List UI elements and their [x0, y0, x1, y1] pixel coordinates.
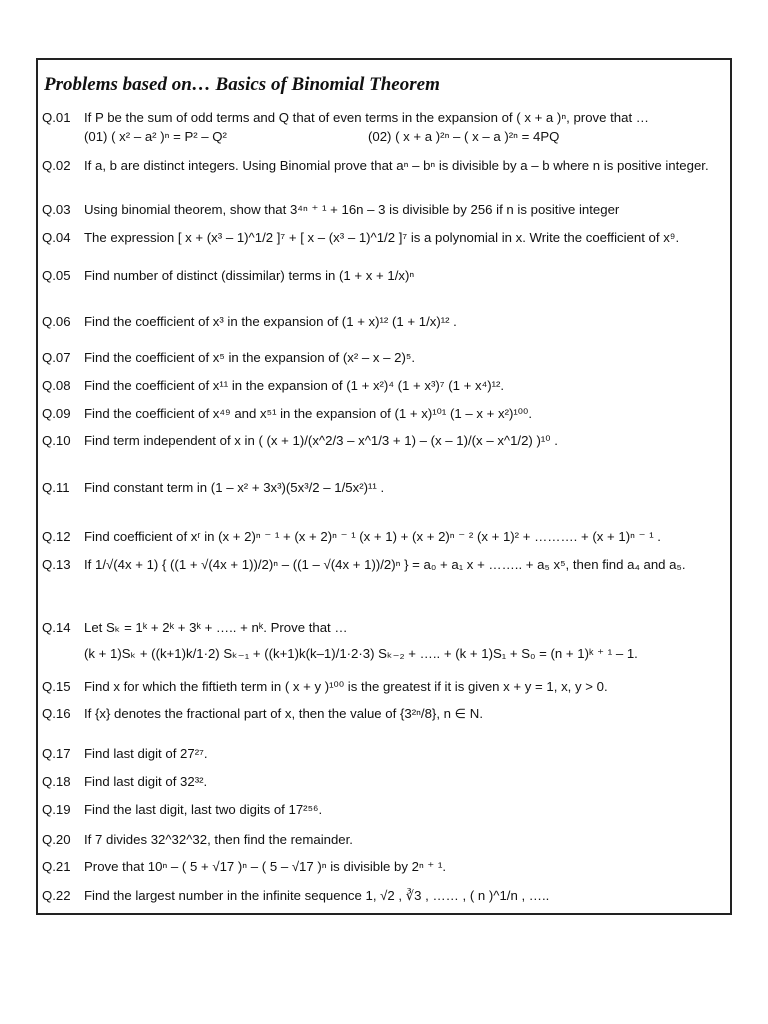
page-title: Problems based on… Basics of Binomial Theorem — [44, 74, 440, 95]
question-text: Find last digit of 27²⁷. — [84, 746, 208, 761]
sub-part: (01) ( x² – a² )ⁿ = P² – Q² — [84, 129, 227, 144]
question-text: If P be the sum of odd terms and Q that of even terms in the expansion of ( x + a )ⁿ, prove that … — [84, 110, 649, 125]
question-text: Find coefficient of xʳ in (x + 2)ⁿ ⁻ ¹ + (x + 2)ⁿ ⁻ ¹ (x + 1) + (x + 2)ⁿ ⁻ ² (x + 1)² + ………. + (x + 1)ⁿ ⁻ ¹ . — [84, 529, 661, 544]
question-text: Using binomial theorem, show that 3⁴ⁿ ⁺ ¹ + 16n – 3 is divisible by 256 if n is positive integer — [84, 202, 620, 217]
sub-part: (02) ( x + a )²ⁿ – ( x – a )²ⁿ = 4PQ — [368, 129, 560, 144]
question-number: Q.21 — [42, 859, 71, 874]
question-number: Q.05 — [42, 268, 71, 283]
question-number: Q.18 — [42, 774, 71, 789]
question-text: Prove that 10ⁿ – ( 5 + √17 )ⁿ – ( 5 – √17 )ⁿ is divisible by 2ⁿ ⁺ ¹. — [84, 859, 447, 874]
question-number: Q.20 — [42, 832, 71, 847]
question-number: Q.03 — [42, 202, 71, 217]
question-text: Find the coefficient of x¹¹ in the expansion of (1 + x²)⁴ (1 + x³)⁷ (1 + x⁴)¹². — [84, 378, 505, 393]
question-text: Find the coefficient of x³ in the expansion of (1 + x)¹² (1 + 1/x)¹² . — [84, 314, 457, 329]
question-text: The expression [ x + (x³ – 1)^1/2 ]⁷ + [ x – (x³ – 1)^1/2 ]⁷ is a polynomial in x. Write the coefficient of x⁹. — [84, 230, 680, 245]
question-text: Find term independent of x in ( (x + 1)/(x^2/3 – x^1/3 + 1) – (x – 1)/(x – x^1/2) )¹⁰ . — [84, 433, 558, 448]
question-text: Find the largest number in the infinite sequence 1, √2 , ∛3 , …… , ( n )^1/n , ….. — [84, 888, 550, 903]
question-text: Find the coefficient of x⁵ in the expansion of (x² – x – 2)⁵. — [84, 350, 416, 365]
question-number: Q.16 — [42, 706, 71, 721]
question-text: If {x} denotes the fractional part of x, then the value of {3²ⁿ/8}, n ∈ N. — [84, 706, 483, 721]
question-text: Let Sₖ = 1ᵏ + 2ᵏ + 3ᵏ + ….. + nᵏ. Prove that … — [84, 620, 348, 635]
question-number: Q.07 — [42, 350, 71, 365]
question-number: Q.06 — [42, 314, 71, 329]
question-number: Q.04 — [42, 230, 71, 245]
question-text: Find x for which the fiftieth term in ( x + y )¹⁰⁰ is the greatest if it is given x + y = 1, x, y > 0. — [84, 679, 608, 694]
question-number: Q.11 — [42, 480, 70, 495]
question-number: Q.01 — [42, 110, 71, 125]
question-number: Q.15 — [42, 679, 71, 694]
question-text: If a, b are distinct integers. Using Binomial prove that aⁿ – bⁿ is divisible by a – b where n is positive integer. — [84, 158, 709, 173]
worksheet-frame — [36, 58, 732, 915]
question-number: Q.14 — [42, 620, 71, 635]
question-number: Q.22 — [42, 888, 71, 903]
question-text: Find number of distinct (dissimilar) terms in (1 + x + 1/x)ⁿ — [84, 268, 415, 283]
q14-identity: (k + 1)Sₖ + ((k+1)k/1·2) Sₖ₋₁ + ((k+1)k(k–1)/1·2·3) Sₖ₋₂ + ….. + (k + 1)S₁ + S₀ = (n + 1)ᵏ ⁺ ¹ – 1. — [84, 646, 638, 661]
question-number: Q.17 — [42, 746, 71, 761]
question-number: Q.09 — [42, 406, 71, 421]
question-number: Q.19 — [42, 802, 71, 817]
question-text: Find last digit of 32³². — [84, 774, 208, 789]
question-number: Q.12 — [42, 529, 71, 544]
question-number: Q.13 — [42, 557, 71, 572]
question-number: Q.08 — [42, 378, 71, 393]
question-text: Find the coefficient of x⁴⁹ and x⁵¹ in the expansion of (1 + x)¹⁰¹ (1 – x + x²)¹⁰⁰. — [84, 406, 532, 421]
question-text: Find constant term in (1 – x² + 3x³)(5x³/2 – 1/5x²)¹¹ . — [84, 480, 385, 495]
question-text: Find the last digit, last two digits of 17²⁵⁶. — [84, 802, 323, 817]
question-number: Q.02 — [42, 158, 71, 173]
question-text: If 1/√(4x + 1) { ((1 + √(4x + 1))/2)ⁿ – ((1 – √(4x + 1))/2)ⁿ } = a₀ + a₁ x + …….. + a₅ x⁵, then find a₄ and a₅. — [84, 557, 686, 572]
question-text: If 7 divides 32^32^32, then find the remainder. — [84, 832, 353, 847]
question-number: Q.10 — [42, 433, 71, 448]
